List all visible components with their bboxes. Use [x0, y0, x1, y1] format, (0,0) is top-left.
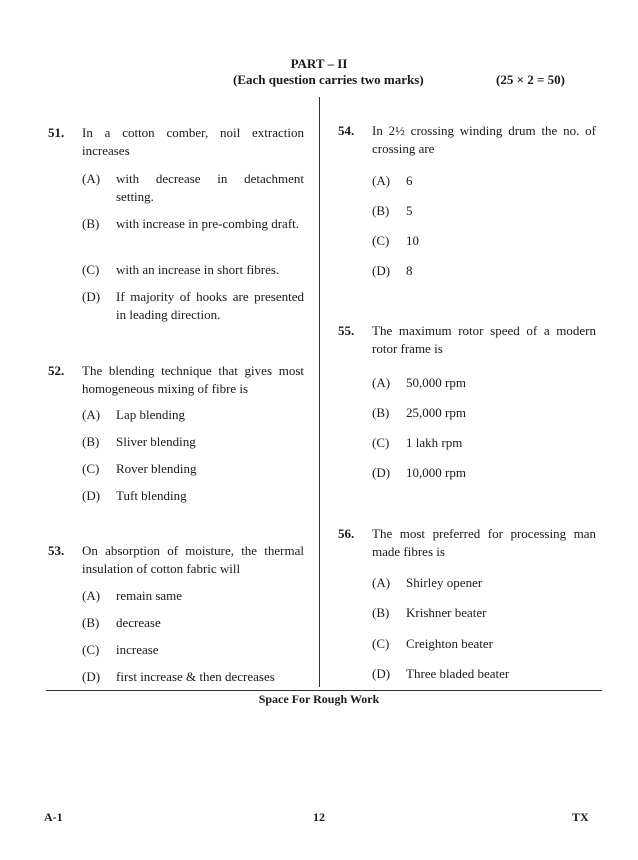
option-text: Shirley opener	[406, 575, 483, 590]
option-label: (A)	[82, 588, 101, 603]
option-text: first increase & then decreases	[116, 669, 275, 684]
question-56	[338, 525, 596, 561]
option-text: increase	[116, 642, 159, 657]
option-text: 10	[406, 233, 419, 248]
question-number: 56.	[338, 526, 355, 541]
question-text: In 2½ crossing winding drum the no. of crossing are	[372, 123, 596, 156]
option-label: (D)	[82, 488, 101, 503]
option-label: (B)	[372, 405, 390, 420]
option-text: Creighton beater	[406, 636, 493, 651]
q55-option-b	[372, 404, 596, 422]
option-label: (B)	[372, 605, 390, 620]
option-text: 8	[406, 263, 413, 278]
option-label: (C)	[372, 233, 390, 248]
question-text: In a cotton comber, noil extraction increases	[82, 125, 304, 158]
option-label: (A)	[82, 171, 101, 186]
q55-option-d	[372, 464, 596, 482]
option-text: Krishner beater	[406, 605, 487, 620]
option-label: (B)	[82, 615, 100, 630]
footer-booklet-code: A-1	[44, 810, 63, 824]
option-text: with an increase in short fibres.	[116, 262, 280, 277]
option-text: 6	[406, 173, 413, 188]
option-label: (A)	[372, 375, 391, 390]
option-label: (D)	[372, 666, 391, 681]
option-text: Lap blending	[116, 407, 185, 422]
option-text: 25,000 rpm	[406, 405, 466, 420]
option-text: Sliver blending	[116, 434, 196, 449]
question-55	[338, 322, 596, 358]
option-text: with increase in pre-combing draft.	[116, 216, 300, 231]
option-text: with decrease in detachment setting.	[116, 171, 304, 204]
option-label: (C)	[82, 461, 100, 476]
q56-option-d	[372, 665, 596, 683]
question-number: 52.	[48, 363, 65, 378]
footer-page-number: 12	[313, 810, 325, 824]
part-subtitle: (Each question carries two marks)	[233, 72, 424, 87]
option-label: (A)	[82, 407, 101, 422]
q53-option-a	[82, 587, 304, 605]
q52-option-c	[82, 460, 304, 478]
option-label: (C)	[82, 642, 100, 657]
option-label: (D)	[82, 289, 101, 304]
question-text: The blending technique that gives most homogeneous mixing of fibre is	[82, 363, 304, 396]
q51-option-d	[82, 288, 304, 324]
question-text: The maximum rotor speed of a modern rotor frame is	[372, 323, 596, 356]
option-label: (C)	[372, 435, 390, 450]
q54-option-c	[372, 232, 596, 250]
option-text: 50,000 rpm	[406, 375, 466, 390]
question-number: 54.	[338, 123, 355, 138]
column-divider	[319, 97, 320, 687]
marks-summary: (25 × 2 = 50)	[496, 72, 565, 87]
question-51	[48, 124, 304, 160]
question-53	[48, 542, 304, 578]
question-number: 51.	[48, 125, 65, 140]
question-text: On absorption of moisture, the thermal insulation of cotton fabric will	[82, 543, 304, 576]
option-text: 1 lakh rpm	[406, 435, 463, 450]
q52-option-b	[82, 433, 304, 451]
option-label: (C)	[82, 262, 100, 277]
option-text: Three bladed beater	[406, 666, 510, 681]
q51-option-b	[82, 215, 304, 251]
option-label: (B)	[372, 203, 390, 218]
q53-option-c	[82, 641, 304, 659]
q54-option-a	[372, 172, 596, 190]
question-number: 55.	[338, 323, 355, 338]
option-text: remain same	[116, 588, 183, 603]
q55-option-a	[372, 374, 596, 392]
question-number: 53.	[48, 543, 65, 558]
rough-work-rule	[46, 690, 602, 691]
q51-option-a	[82, 170, 304, 206]
part-title: PART – II	[290, 56, 348, 71]
option-label: (A)	[372, 173, 391, 188]
option-label: (B)	[82, 216, 100, 231]
question-52	[48, 362, 304, 398]
option-label: (D)	[372, 465, 391, 480]
option-text: 5	[406, 203, 413, 218]
q51-option-c	[82, 261, 304, 279]
q56-option-b	[372, 604, 596, 622]
rough-work-heading: Space For Rough Work	[258, 692, 380, 706]
option-text: decrease	[116, 615, 161, 630]
option-label: (C)	[372, 636, 390, 651]
q55-option-c	[372, 434, 596, 452]
footer-subject-code: TX	[572, 810, 589, 824]
option-label: (D)	[82, 669, 101, 684]
option-text: 10,000 rpm	[406, 465, 466, 480]
q56-option-c	[372, 635, 596, 653]
option-text: If majority of hooks are presented in leading direction.	[116, 289, 304, 322]
q54-option-b	[372, 202, 596, 220]
option-text: Tuft blending	[116, 488, 187, 503]
question-text: The most preferred for processing man made fibres is	[372, 526, 596, 559]
question-54	[338, 122, 596, 158]
q54-option-d	[372, 262, 596, 280]
q53-option-b	[82, 614, 304, 632]
option-text: Rover blending	[116, 461, 197, 476]
q56-option-a	[372, 574, 596, 592]
q52-option-d	[82, 487, 304, 505]
q52-option-a	[82, 406, 304, 424]
option-label: (B)	[82, 434, 100, 449]
q53-option-d	[82, 668, 304, 686]
option-label: (D)	[372, 263, 391, 278]
option-label: (A)	[372, 575, 391, 590]
